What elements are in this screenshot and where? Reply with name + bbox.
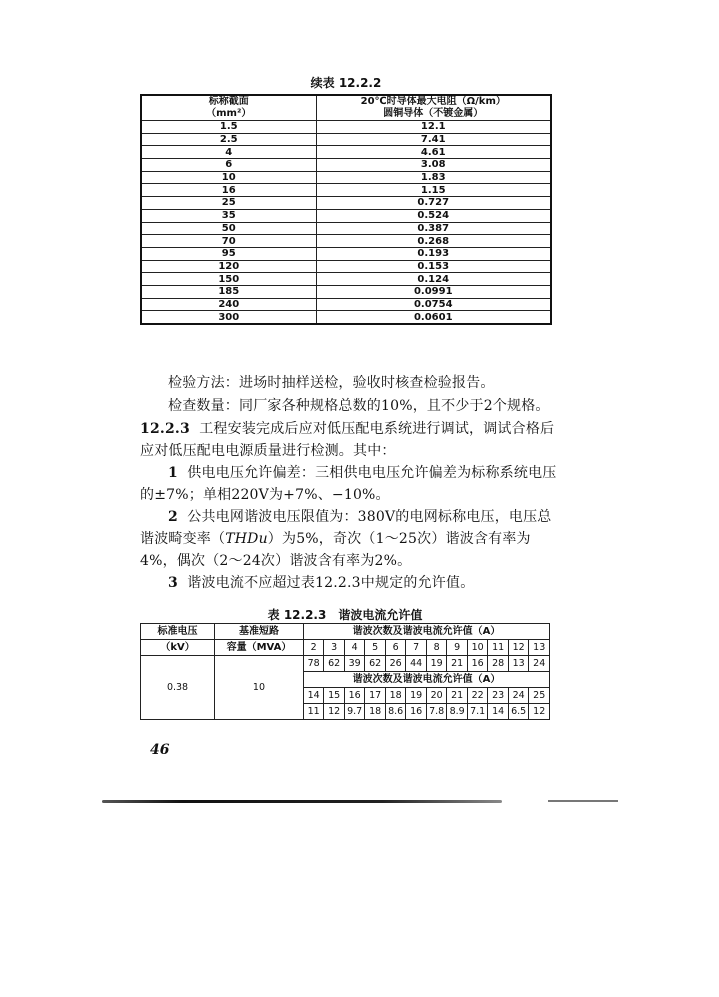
resistance-cell: 0.387 [316, 222, 551, 235]
cross-section-cell: 25 [141, 197, 316, 210]
resistance-cell: 0.0601 [316, 311, 551, 324]
harmonic-order-cell: 24 [508, 688, 529, 704]
harmonic-current-cell: 7.8 [426, 704, 447, 720]
table-row [141, 184, 551, 197]
table-row [141, 222, 551, 235]
harmonic-current-cell: 11 [303, 704, 324, 720]
header-resistance-line2: 圆铜导体（不镀金属） [383, 108, 484, 119]
harmonic-current-cell: 16 [406, 704, 427, 720]
cross-section-cell: 185 [141, 285, 316, 298]
table2-caption: 表 12.2.3 谐波电流允许值 [267, 608, 423, 622]
item-2-harmonic-voltage [140, 506, 560, 572]
table1-body [141, 121, 551, 325]
header-cross-section-line1: 标称截面 [208, 96, 249, 107]
harmonic-order-cell: 6 [385, 640, 406, 656]
harmonic-current-cell: 6.5 [508, 704, 529, 720]
resistance-cell: 1.15 [316, 184, 551, 197]
table-row [141, 247, 551, 260]
table-row [141, 311, 551, 324]
harmonic-current-cell: 62 [324, 656, 345, 672]
standard-voltage-value: 0.38 [141, 656, 215, 720]
cross-section-cell: 150 [141, 273, 316, 286]
cross-section-cell: 70 [141, 235, 316, 248]
harmonic-order-cell: 14 [303, 688, 324, 704]
header-cross-section-line2: （mm²） [206, 108, 252, 119]
harmonic-values-row-a [141, 656, 550, 672]
header-harmonic-b: 谐波次数及谐波电流允许值（A） [303, 672, 549, 688]
paragraph-inspection-method: 检验方法：进场时抽样送检，验收时核查检验报告。 [168, 375, 495, 391]
header-standard-voltage-unit: （kV） [141, 640, 215, 656]
harmonic-current-cell: 62 [365, 656, 386, 672]
cross-section-cell: 300 [141, 311, 316, 324]
resistance-cell: 0.268 [316, 235, 551, 248]
harmonic-current-cell: 16 [467, 656, 488, 672]
table-row [141, 171, 551, 184]
harmonic-current-cell: 21 [447, 656, 468, 672]
header-short-circuit-capacity-unit: 容量（MVA） [215, 640, 304, 656]
harmonic-current-cell: 12 [529, 704, 550, 720]
harmonic-order-cell: 16 [344, 688, 365, 704]
harmonic-order-cell: 2 [303, 640, 324, 656]
paragraph-inspection-quantity: 检查数量：同厂家各种规格总数的10%，且不少于2个规格。 [168, 398, 550, 414]
resistance-cell: 0.124 [316, 273, 551, 286]
harmonic-current-cell: 78 [303, 656, 324, 672]
item-number: 1 [168, 465, 178, 481]
harmonic-current-cell: 24 [529, 656, 550, 672]
harmonic-order-cell: 3 [324, 640, 345, 656]
table-row [141, 285, 551, 298]
resistance-cell: 0.0754 [316, 298, 551, 311]
resistance-cell: 12.1 [316, 121, 551, 134]
table-row [141, 260, 551, 273]
table-row [141, 159, 551, 172]
cross-section-cell: 10 [141, 171, 316, 184]
header-short-circuit-capacity: 基准短路 [215, 624, 304, 640]
cross-section-cell: 16 [141, 184, 316, 197]
table-row [141, 298, 551, 311]
table-row [141, 146, 551, 159]
t2-header-row [141, 624, 550, 640]
cross-section-cell: 35 [141, 209, 316, 222]
harmonic-order-cell: 7 [406, 640, 427, 656]
item-text-b: ）为5%，奇次（1～25次）谐波含有率为4%，偶次（2～24次）谐波含有率为2%。 [140, 531, 531, 569]
harmonic-current-cell: 39 [344, 656, 365, 672]
harmonic-order-cell: 10 [467, 640, 488, 656]
harmonic-current-cell: 28 [488, 656, 509, 672]
harmonic-order-cell: 20 [426, 688, 447, 704]
header-resistance [316, 95, 551, 121]
table-row [141, 235, 551, 248]
item-number: 2 [168, 509, 178, 525]
harmonic-order-cell: 8 [426, 640, 447, 656]
harmonic-order-cell: 19 [406, 688, 427, 704]
harmonic-order-cell: 12 [508, 640, 529, 656]
resistance-cell: 0.0991 [316, 285, 551, 298]
harmonic-current-cell: 9.7 [344, 704, 365, 720]
cross-section-cell: 120 [141, 260, 316, 273]
harmonic-current-cell: 14 [488, 704, 509, 720]
harmonic-order-cell: 11 [488, 640, 509, 656]
harmonic-order-cell: 18 [385, 688, 406, 704]
harmonic-current-cell: 18 [365, 704, 386, 720]
cross-section-cell: 50 [141, 222, 316, 235]
cross-section-cell: 240 [141, 298, 316, 311]
clause-number: 12.2.3 [140, 421, 190, 437]
harmonic-order-cell: 17 [365, 688, 386, 704]
clause-12-2-3 [140, 418, 560, 462]
table-row [141, 209, 551, 222]
harmonic-current-cell: 8.9 [447, 704, 468, 720]
header-resistance-line1: 20℃时导体最大电阻（Ω/km） [360, 96, 506, 107]
table-header-row [141, 95, 551, 121]
header-harmonic-a: 谐波次数及谐波电流允许值（A） [303, 624, 549, 640]
item-3-harmonic-current [140, 572, 560, 594]
page-number: 46 [150, 742, 170, 758]
table-row [141, 273, 551, 286]
short-circuit-capacity-value: 10 [215, 656, 304, 720]
harmonic-current-cell: 44 [406, 656, 427, 672]
harmonic-current-table [140, 623, 550, 720]
harmonic-order-cell: 4 [344, 640, 365, 656]
resistance-cell: 0.524 [316, 209, 551, 222]
harmonic-current-cell: 7.1 [467, 704, 488, 720]
harmonic-current-cell: 12 [324, 704, 345, 720]
harmonic-orders-row-a [141, 640, 550, 656]
table-row [141, 133, 551, 146]
item-text: 谐波电流不应超过表12.2.3中规定的允许值。 [187, 575, 475, 591]
resistance-cell: 7.41 [316, 133, 551, 146]
cross-section-cell: 6 [141, 159, 316, 172]
thdu-term: THDu [225, 531, 268, 547]
header-standard-voltage: 标准电压 [141, 624, 215, 640]
table-row [141, 197, 551, 210]
harmonic-current-cell: 13 [508, 656, 529, 672]
cross-section-cell: 2.5 [141, 133, 316, 146]
resistance-cell: 3.08 [316, 159, 551, 172]
harmonic-current-cell: 26 [385, 656, 406, 672]
resistance-cell: 1.83 [316, 171, 551, 184]
harmonic-order-cell: 25 [529, 688, 550, 704]
harmonic-order-cell: 23 [488, 688, 509, 704]
harmonic-order-cell: 13 [529, 640, 550, 656]
cross-section-cell: 1.5 [141, 121, 316, 134]
table-row [141, 121, 551, 134]
footer-rule [102, 800, 502, 803]
resistance-cell: 0.193 [316, 247, 551, 260]
item-number: 3 [168, 575, 178, 591]
resistance-cell: 4.61 [316, 146, 551, 159]
harmonic-order-cell: 15 [324, 688, 345, 704]
item-text: 供电电压允许偏差：三相供电电压允许偏差为标称系统电压的±7%；单相220V为+7%、−10%。 [140, 465, 557, 503]
header-cross-section [141, 95, 316, 121]
table1-caption: 续表 12.2.2 [310, 76, 382, 90]
item-1-voltage-deviation [140, 462, 560, 506]
harmonic-current-cell: 19 [426, 656, 447, 672]
harmonic-order-cell: 22 [467, 688, 488, 704]
harmonic-order-cell: 9 [447, 640, 468, 656]
harmonic-order-cell: 5 [365, 640, 386, 656]
conductor-resistance-table [140, 94, 552, 325]
resistance-cell: 0.727 [316, 197, 551, 210]
clause-text: 工程安装完成后应对低压配电系统进行调试，调试合格后应对低压配电电源质量进行检测。其中： [140, 421, 555, 459]
harmonic-order-cell: 21 [447, 688, 468, 704]
cross-section-cell: 4 [141, 146, 316, 159]
item-text-a: 公共电网谐波电压限值为：380V的电网标称电压，电压总谐波畸变率（ [140, 509, 552, 547]
resistance-cell: 0.153 [316, 260, 551, 273]
cross-section-cell: 95 [141, 247, 316, 260]
harmonic-current-cell: 8.6 [385, 704, 406, 720]
footer-rule-short [548, 800, 618, 802]
